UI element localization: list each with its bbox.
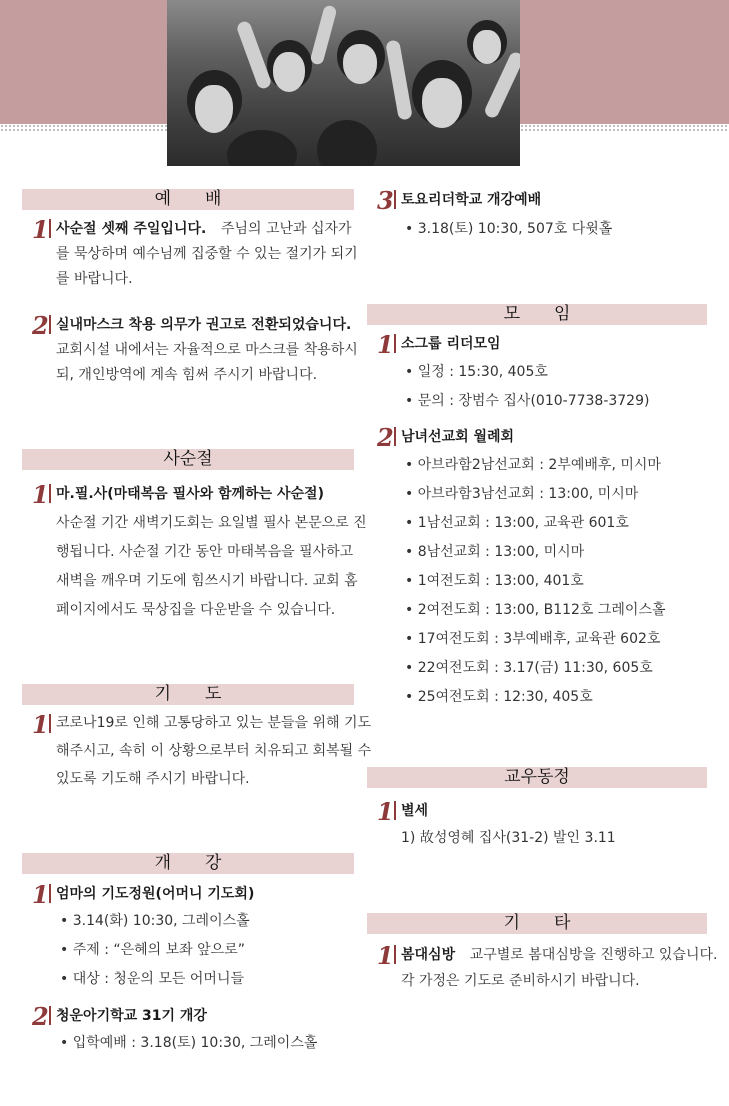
header-band-left [0,0,167,124]
section-header-etc: 기 타 [367,913,707,934]
item-bar [394,945,396,964]
item-number: 2 [377,423,394,452]
item-line: 를 묵상하며 예수님께 집중할 수 있는 절기가 되기 [56,246,358,262]
bullet-item: • 25여전도회 : 12:30, 405호 [405,683,666,712]
bullet-item: • 아브라함2남선교회 : 2부예배후, 미시마 [405,451,666,480]
item-bar [49,484,51,503]
section-header-fellowship: 교우동정 [367,767,707,788]
item-number: 1 [32,215,49,244]
item-number: 1 [32,710,49,739]
item-bar [49,1006,51,1025]
bullet-item: • 8남선교회 : 13:00, 미시마 [405,538,666,567]
bullet-item: • 주제 : “은혜의 보좌 앞으로” [60,936,250,965]
item-line: 1) 故성영혜 집사(31-2) 발인 3.11 [401,830,616,846]
bullet-item: • 1남선교회 : 13:00, 교육관 601호 [405,509,666,538]
item-bar [49,219,51,238]
item-title: 봄대심방 교구별로 봄대심방을 진행하고 있습니다. [401,947,718,963]
item-title: 청운아기학교 31기 개강 [56,1008,207,1024]
section-header-lecture: 개 강 [22,853,354,874]
bullet-item: • 17여전도회 : 3부예배후, 교육관 602호 [405,625,666,654]
item-bar [394,427,396,446]
bullet-item: • 3.14(화) 10:30, 그레이스홀 [60,907,250,936]
item-line: 행됩니다. 사순절 기간 동안 마태복음을 필사하고 [56,544,354,560]
item-line: 교회시설 내에서는 자율적으로 마스크를 착용하시 [56,342,358,358]
bullet-item: • 1여전도회 : 13:00, 401호 [405,567,666,596]
item-bar [49,884,51,903]
section-header-prayer: 기 도 [22,684,354,705]
item-bar [394,190,396,209]
item-bar [49,714,51,733]
item-title: 토요리더학교 개강예배 [401,192,542,208]
item-number: 1 [32,480,49,509]
item-number: 1 [377,330,394,359]
item-number: 2 [32,1002,49,1031]
bullet-item: • 대상 : 청운의 모든 어머니들 [60,965,250,994]
bullet-item: • 22여전도회 : 3.17(금) 11:30, 605호 [405,654,666,683]
item-line: 페이지에서도 묵상집을 다운받을 수 있습니다. [56,602,336,618]
section-header-lent: 사순절 [22,449,354,470]
item-title: 남녀선교회 월례회 [401,429,515,445]
bullet-item: • 입학예배 : 3.18(토) 10:30, 그레이스홀 [60,1029,317,1058]
item-title: 사순절 셋째 주일입니다. 주님의 고난과 십자가 [56,221,352,237]
item-line: 해주시고, 속히 이 상황으로부터 치유되고 회복될 수 [56,743,372,759]
item-bar [394,334,396,353]
item-line: 각 가정은 기도로 준비하시기 바랍니다. [401,973,640,989]
bullet-item: • 문의 : 장범수 집사(010-7738-3729) [405,387,649,416]
item-number: 1 [32,880,49,909]
item-title: 소그룹 리더모임 [401,336,501,352]
item-title: 실내마스크 착용 의무가 권고로 전환되었습니다. [56,317,352,333]
item-line: 사순절 기간 새벽기도회는 요일별 필사 본문으로 진 [56,515,367,531]
item-number: 1 [377,797,394,826]
item-title: 별세 [401,803,429,819]
item-line: 되, 개인방역에 계속 힘써 주시기 바랍니다. [56,367,318,383]
bullet-item: • 2여전도회 : 13:00, B112호 그레이스홀 [405,596,666,625]
bullet-item: • 일정 : 15:30, 405호 [405,358,649,387]
bullet-item: • 아브라함3남선교회 : 13:00, 미시마 [405,480,666,509]
item-line: 새벽을 깨우며 기도에 힘쓰시기 바랍니다. 교회 홈 [56,573,358,589]
item-line: 를 바랍니다. [56,271,133,287]
item-number: 2 [32,311,49,340]
item-bar [394,801,396,820]
bullet-item: • 3.18(토) 10:30, 507호 다윗홀 [405,215,612,244]
section-header-worship: 예 배 [22,189,354,210]
item-line: 코로나19로 인해 고통당하고 있는 분들을 위해 기도 [56,715,371,731]
item-line: 있도록 기도해 주시기 바랍니다. [56,771,250,787]
item-bar [49,315,51,334]
section-header-meeting: 모 임 [367,304,707,325]
item-number: 1 [377,941,394,970]
congregation-photo [167,0,520,166]
item-title: 엄마의 기도정원(어머니 기도회) [56,886,255,902]
header-band-right [520,0,729,124]
item-title: 마.필.사(마태복음 필사와 함께하는 사순절) [56,486,324,502]
item-number: 3 [377,186,394,215]
